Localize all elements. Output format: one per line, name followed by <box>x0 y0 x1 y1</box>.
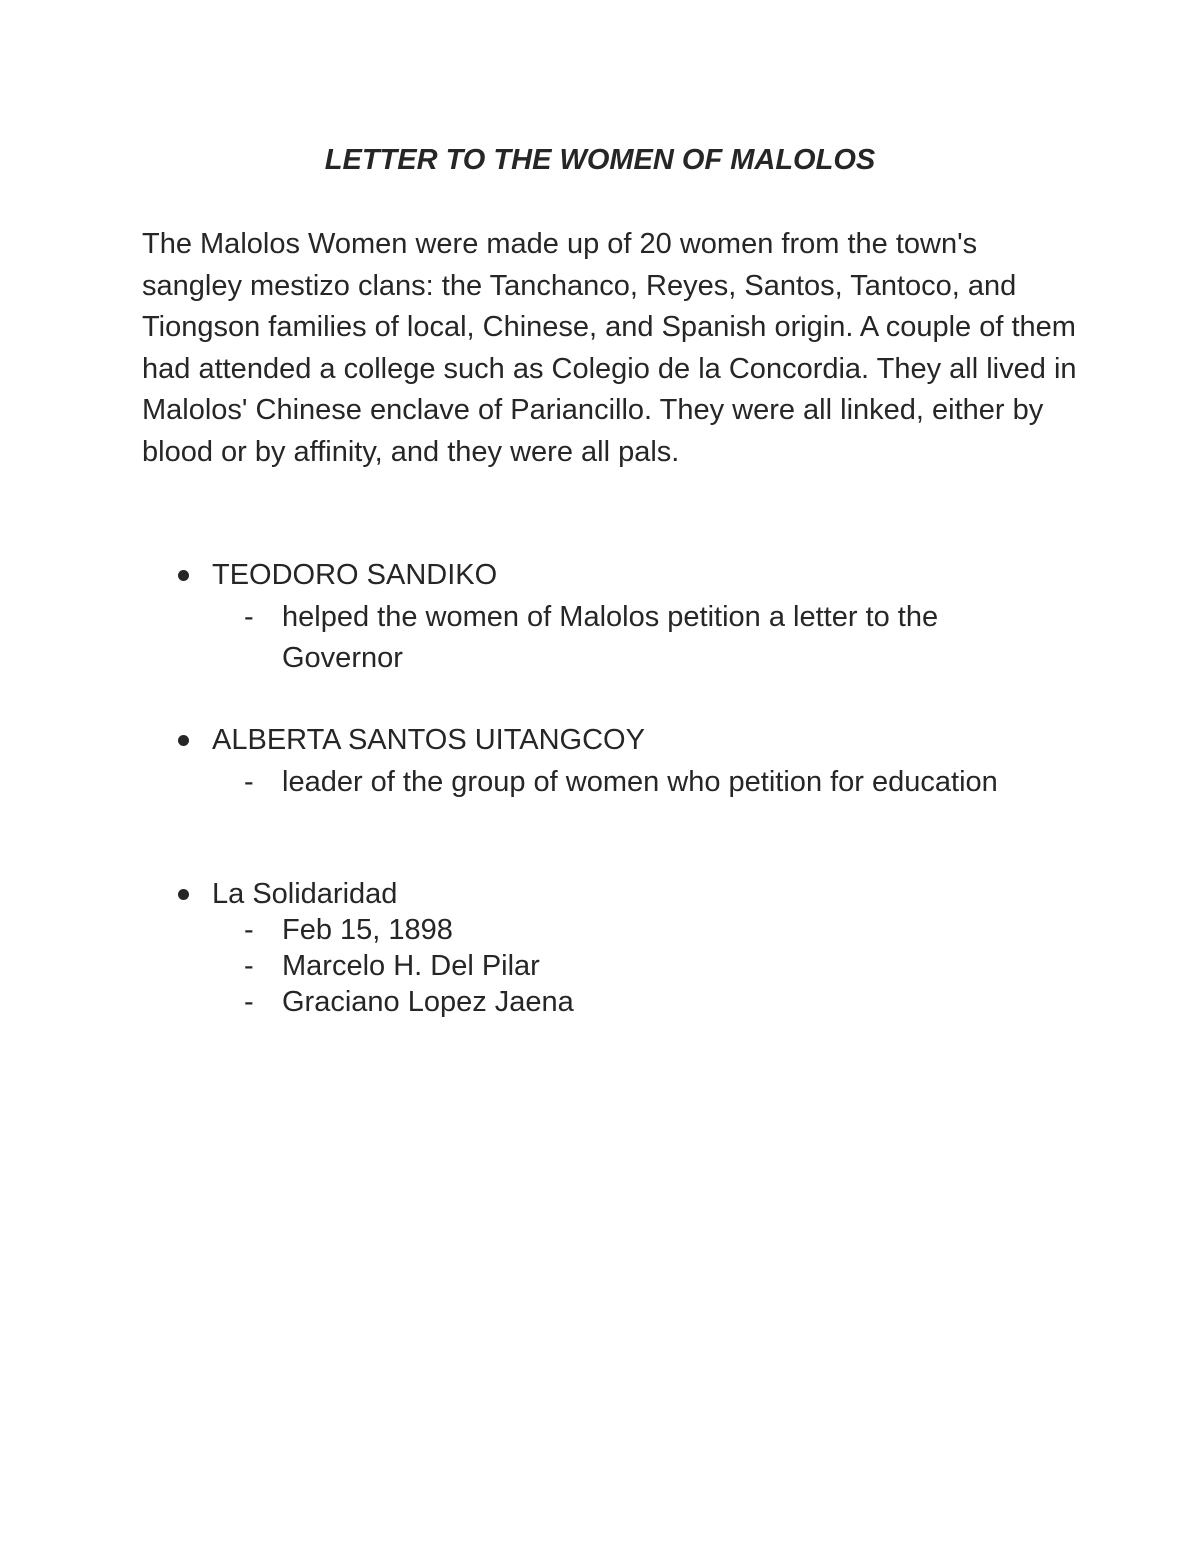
sub-list <box>242 597 1062 680</box>
dash-marker: - <box>244 986 254 1018</box>
sub-item-text: Feb 15, 1898 <box>282 914 453 946</box>
bullet-dot-icon <box>178 735 189 746</box>
bullet-label: ALBERTA SANTOS UITANGCOY <box>212 724 645 756</box>
dash-marker: - <box>244 600 254 633</box>
sub-list <box>242 762 1112 804</box>
dash-marker: - <box>244 765 254 798</box>
sub-item-text: leader of the group of women who petition for education <box>282 765 998 798</box>
dash-marker: - <box>244 914 254 946</box>
bullet-dot-icon <box>178 889 189 900</box>
sub-item <box>242 912 1062 948</box>
document-title: LETTER TO THE WOMEN OF MALOLOS <box>324 144 876 176</box>
bullet-label: La Solidaridad <box>212 878 398 910</box>
sub-list <box>242 912 1062 1020</box>
sub-item <box>242 948 1062 984</box>
sub-item <box>242 597 1062 680</box>
sub-item <box>242 984 1062 1020</box>
sub-item-text: Marcelo H. Del Pilar <box>282 950 540 982</box>
bullet-dot-icon <box>178 570 189 581</box>
intro-paragraph: The Malolos Women were made up of 20 women from the town's sangley mestizo clans: the Tanchanco, Reyes, Santos, Tantoco, and Tiongson families of local, Chinese, and Spanish origin. A couple of them had attended a college such as Colegio de la Concordia. They all lived in Malolos' Chinese enclave of Pariancillo. They were all linked, either by blood or by affinity, and they were all pals. <box>142 228 1077 468</box>
sub-item-text: helped the women of Malolos petition a letter to the Governor <box>282 600 939 674</box>
dash-marker: - <box>244 950 254 982</box>
bullet-label: TEODORO SANDIKO <box>212 559 498 591</box>
sub-item <box>242 762 1112 804</box>
sub-item-text: Graciano Lopez Jaena <box>282 986 574 1018</box>
